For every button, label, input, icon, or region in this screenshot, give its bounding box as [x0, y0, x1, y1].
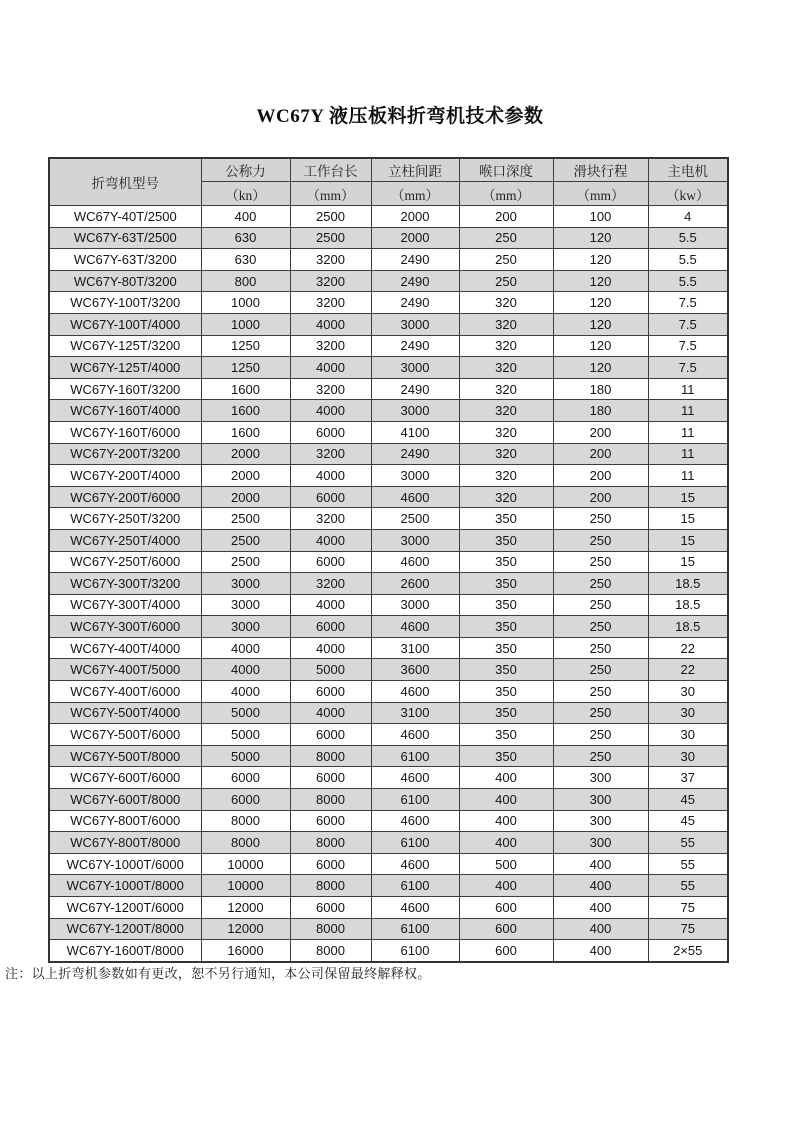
value-cell: 350 — [459, 551, 553, 573]
table-row — [49, 313, 728, 335]
value-cell: 55 — [648, 853, 728, 875]
value-cell: 320 — [459, 486, 553, 508]
value-cell: 120 — [553, 292, 648, 314]
value-cell: 250 — [553, 616, 648, 638]
value-cell: 250 — [553, 594, 648, 616]
value-cell: 8000 — [290, 875, 371, 897]
value-cell: 320 — [459, 400, 553, 422]
model-cell: WC67Y-500T/4000 — [49, 702, 201, 724]
value-cell: 4000 — [290, 594, 371, 616]
value-cell: 3000 — [371, 465, 459, 487]
value-cell: 4600 — [371, 681, 459, 703]
value-cell: 6000 — [290, 681, 371, 703]
value-cell: 4000 — [290, 702, 371, 724]
table-row — [49, 594, 728, 616]
value-cell: 6000 — [290, 724, 371, 746]
value-cell: 2490 — [371, 378, 459, 400]
value-cell: 350 — [459, 573, 553, 595]
value-cell: 11 — [648, 443, 728, 465]
value-cell: 2490 — [371, 270, 459, 292]
model-cell: WC67Y-500T/6000 — [49, 724, 201, 746]
value-cell: 22 — [648, 659, 728, 681]
value-cell: 2500 — [290, 206, 371, 228]
value-cell: 630 — [201, 249, 290, 271]
value-cell: 11 — [648, 400, 728, 422]
value-cell: 2490 — [371, 335, 459, 357]
value-cell: 6000 — [201, 789, 290, 811]
model-cell: WC67Y-300T/4000 — [49, 594, 201, 616]
table-row — [49, 206, 728, 228]
value-cell: 11 — [648, 378, 728, 400]
model-cell: WC67Y-80T/3200 — [49, 270, 201, 292]
value-cell: 320 — [459, 292, 553, 314]
value-cell: 320 — [459, 465, 553, 487]
value-cell: 250 — [553, 702, 648, 724]
table-row — [49, 551, 728, 573]
value-cell: 3200 — [290, 573, 371, 595]
value-cell: 320 — [459, 335, 553, 357]
value-cell: 120 — [553, 227, 648, 249]
value-cell: 4000 — [290, 529, 371, 551]
value-cell: 120 — [553, 357, 648, 379]
value-cell: 12000 — [201, 918, 290, 940]
value-cell: 300 — [553, 832, 648, 854]
model-cell: WC67Y-800T/8000 — [49, 832, 201, 854]
model-cell: WC67Y-125T/4000 — [49, 357, 201, 379]
value-cell: 18.5 — [648, 573, 728, 595]
value-cell: 3200 — [290, 270, 371, 292]
value-cell: 350 — [459, 681, 553, 703]
model-cell: WC67Y-100T/3200 — [49, 292, 201, 314]
value-cell: 4000 — [290, 313, 371, 335]
value-cell: 600 — [459, 940, 553, 962]
table-row — [49, 421, 728, 443]
value-cell: 350 — [459, 745, 553, 767]
value-cell: 11 — [648, 421, 728, 443]
value-cell: 4000 — [290, 357, 371, 379]
table-row — [49, 789, 728, 811]
unit-nominal-force: （kn） — [201, 182, 290, 206]
model-cell: WC67Y-160T/6000 — [49, 421, 201, 443]
value-cell: 3000 — [371, 313, 459, 335]
value-cell: 120 — [553, 270, 648, 292]
unit-column-distance: （mm） — [371, 182, 459, 206]
table-row — [49, 832, 728, 854]
model-cell: WC67Y-600T/6000 — [49, 767, 201, 789]
value-cell: 320 — [459, 313, 553, 335]
value-cell: 250 — [553, 659, 648, 681]
value-cell: 4000 — [201, 637, 290, 659]
value-cell: 3200 — [290, 335, 371, 357]
model-cell: WC67Y-400T/6000 — [49, 681, 201, 703]
value-cell: 600 — [459, 918, 553, 940]
value-cell: 30 — [648, 702, 728, 724]
value-cell: 3200 — [290, 443, 371, 465]
unit-ram-stroke: （mm） — [553, 182, 648, 206]
value-cell: 11 — [648, 465, 728, 487]
value-cell: 250 — [553, 573, 648, 595]
value-cell: 4600 — [371, 853, 459, 875]
model-cell: WC67Y-250T/6000 — [49, 551, 201, 573]
value-cell: 7.5 — [648, 357, 728, 379]
value-cell: 250 — [553, 529, 648, 551]
value-cell: 100 — [553, 206, 648, 228]
value-cell: 2500 — [371, 508, 459, 530]
model-cell: WC67Y-300T/6000 — [49, 616, 201, 638]
value-cell: 200 — [553, 443, 648, 465]
header-throat-depth: 喉口深度 — [459, 158, 553, 182]
value-cell: 5000 — [201, 745, 290, 767]
header-model: 折弯机型号 — [49, 158, 201, 206]
value-cell: 6000 — [290, 767, 371, 789]
model-cell: WC67Y-200T/4000 — [49, 465, 201, 487]
value-cell: 4000 — [290, 465, 371, 487]
value-cell: 400 — [459, 767, 553, 789]
value-cell: 6000 — [201, 767, 290, 789]
value-cell: 3200 — [290, 378, 371, 400]
model-cell: WC67Y-63T/3200 — [49, 249, 201, 271]
value-cell: 1000 — [201, 313, 290, 335]
value-cell: 400 — [553, 853, 648, 875]
value-cell: 6100 — [371, 940, 459, 962]
value-cell: 2×55 — [648, 940, 728, 962]
unit-main-motor: （kw） — [648, 182, 728, 206]
value-cell: 3000 — [201, 616, 290, 638]
value-cell: 400 — [553, 918, 648, 940]
table-row — [49, 875, 728, 897]
table-row — [49, 897, 728, 919]
value-cell: 4600 — [371, 897, 459, 919]
value-cell: 4000 — [290, 637, 371, 659]
table-row — [49, 659, 728, 681]
unit-worktable-length: （mm） — [290, 182, 371, 206]
value-cell: 1600 — [201, 378, 290, 400]
value-cell: 500 — [459, 853, 553, 875]
value-cell: 5000 — [290, 659, 371, 681]
table-row — [49, 292, 728, 314]
value-cell: 30 — [648, 745, 728, 767]
value-cell: 4600 — [371, 486, 459, 508]
model-cell: WC67Y-400T/4000 — [49, 637, 201, 659]
value-cell: 10000 — [201, 853, 290, 875]
value-cell: 2500 — [201, 508, 290, 530]
table-row — [49, 918, 728, 940]
value-cell: 630 — [201, 227, 290, 249]
value-cell: 1250 — [201, 357, 290, 379]
value-cell: 22 — [648, 637, 728, 659]
value-cell: 250 — [553, 681, 648, 703]
value-cell: 15 — [648, 529, 728, 551]
value-cell: 3200 — [290, 508, 371, 530]
header-worktable-length: 工作台长 — [290, 158, 371, 182]
value-cell: 3000 — [371, 400, 459, 422]
value-cell: 250 — [553, 745, 648, 767]
value-cell: 5.5 — [648, 249, 728, 271]
value-cell: 200 — [553, 486, 648, 508]
value-cell: 400 — [553, 875, 648, 897]
value-cell: 300 — [553, 789, 648, 811]
value-cell: 400 — [459, 875, 553, 897]
value-cell: 300 — [553, 810, 648, 832]
model-cell: WC67Y-250T/3200 — [49, 508, 201, 530]
value-cell: 4000 — [201, 659, 290, 681]
value-cell: 6100 — [371, 918, 459, 940]
value-cell: 350 — [459, 724, 553, 746]
value-cell: 350 — [459, 659, 553, 681]
header-column-distance: 立柱间距 — [371, 158, 459, 182]
value-cell: 6000 — [290, 897, 371, 919]
value-cell: 8000 — [290, 745, 371, 767]
value-cell: 12000 — [201, 897, 290, 919]
page-title: WC67Y 液压板料折弯机技术参数 — [256, 106, 544, 127]
value-cell: 350 — [459, 702, 553, 724]
value-cell: 400 — [459, 810, 553, 832]
value-cell: 180 — [553, 400, 648, 422]
value-cell: 4600 — [371, 724, 459, 746]
spec-table — [48, 157, 729, 963]
value-cell: 45 — [648, 789, 728, 811]
value-cell: 75 — [648, 897, 728, 919]
table-row — [49, 702, 728, 724]
value-cell: 350 — [459, 594, 553, 616]
value-cell: 3100 — [371, 702, 459, 724]
value-cell: 4 — [648, 206, 728, 228]
value-cell: 3600 — [371, 659, 459, 681]
value-cell: 400 — [553, 940, 648, 962]
value-cell: 6100 — [371, 789, 459, 811]
value-cell: 2500 — [201, 529, 290, 551]
value-cell: 6100 — [371, 832, 459, 854]
value-cell: 5000 — [201, 702, 290, 724]
table-row — [49, 724, 728, 746]
value-cell: 3000 — [371, 357, 459, 379]
value-cell: 6000 — [290, 551, 371, 573]
value-cell: 6100 — [371, 745, 459, 767]
value-cell: 320 — [459, 443, 553, 465]
model-cell: WC67Y-100T/4000 — [49, 313, 201, 335]
value-cell: 30 — [648, 681, 728, 703]
value-cell: 3200 — [290, 249, 371, 271]
value-cell: 5.5 — [648, 270, 728, 292]
model-cell: WC67Y-1600T/8000 — [49, 940, 201, 962]
table-row — [49, 767, 728, 789]
value-cell: 15 — [648, 486, 728, 508]
value-cell: 600 — [459, 897, 553, 919]
value-cell: 120 — [553, 313, 648, 335]
value-cell: 15 — [648, 508, 728, 530]
value-cell: 6000 — [290, 810, 371, 832]
value-cell: 320 — [459, 378, 553, 400]
value-cell: 250 — [553, 724, 648, 746]
value-cell: 250 — [459, 249, 553, 271]
value-cell: 1250 — [201, 335, 290, 357]
value-cell: 4600 — [371, 616, 459, 638]
footnote: 注：以上折弯机参数如有更改，恕不另行通知，本公司保留最终解释权。 — [5, 966, 431, 981]
table-row — [49, 508, 728, 530]
value-cell: 15 — [648, 551, 728, 573]
table-row — [49, 465, 728, 487]
value-cell: 8000 — [290, 789, 371, 811]
value-cell: 5.5 — [648, 227, 728, 249]
value-cell: 7.5 — [648, 292, 728, 314]
model-cell: WC67Y-1200T/6000 — [49, 897, 201, 919]
table-row — [49, 616, 728, 638]
value-cell: 3200 — [290, 292, 371, 314]
value-cell: 6000 — [290, 421, 371, 443]
value-cell: 2000 — [201, 443, 290, 465]
value-cell: 180 — [553, 378, 648, 400]
value-cell: 2500 — [201, 551, 290, 573]
value-cell: 350 — [459, 529, 553, 551]
value-cell: 8000 — [201, 810, 290, 832]
value-cell: 2490 — [371, 443, 459, 465]
model-cell: WC67Y-500T/8000 — [49, 745, 201, 767]
table-row — [49, 573, 728, 595]
value-cell: 3100 — [371, 637, 459, 659]
value-cell: 250 — [553, 637, 648, 659]
table-row — [49, 745, 728, 767]
value-cell: 37 — [648, 767, 728, 789]
value-cell: 3000 — [201, 573, 290, 595]
table-row — [49, 853, 728, 875]
value-cell: 200 — [553, 421, 648, 443]
table-row — [49, 810, 728, 832]
value-cell: 320 — [459, 421, 553, 443]
value-cell: 2490 — [371, 249, 459, 271]
value-cell: 250 — [553, 508, 648, 530]
table-row — [49, 443, 728, 465]
table-row — [49, 357, 728, 379]
table-header — [49, 158, 728, 206]
model-cell: WC67Y-250T/4000 — [49, 529, 201, 551]
value-cell: 2600 — [371, 573, 459, 595]
value-cell: 30 — [648, 724, 728, 746]
value-cell: 350 — [459, 637, 553, 659]
value-cell: 320 — [459, 357, 553, 379]
table-row — [49, 637, 728, 659]
value-cell: 400 — [459, 789, 553, 811]
model-cell: WC67Y-160T/3200 — [49, 378, 201, 400]
table-row — [49, 249, 728, 271]
value-cell: 16000 — [201, 940, 290, 962]
value-cell: 3000 — [371, 594, 459, 616]
value-cell: 2500 — [290, 227, 371, 249]
value-cell: 250 — [553, 551, 648, 573]
table-row — [49, 486, 728, 508]
value-cell: 200 — [459, 206, 553, 228]
model-cell: WC67Y-200T/3200 — [49, 443, 201, 465]
table-row — [49, 227, 728, 249]
header-row-labels — [49, 158, 728, 182]
value-cell: 800 — [201, 270, 290, 292]
model-cell: WC67Y-63T/2500 — [49, 227, 201, 249]
table-row — [49, 335, 728, 357]
model-cell: WC67Y-300T/3200 — [49, 573, 201, 595]
value-cell: 8000 — [290, 832, 371, 854]
value-cell: 4000 — [290, 400, 371, 422]
table-row — [49, 681, 728, 703]
value-cell: 7.5 — [648, 335, 728, 357]
value-cell: 300 — [553, 767, 648, 789]
value-cell: 4100 — [371, 421, 459, 443]
value-cell: 4000 — [201, 681, 290, 703]
value-cell: 400 — [553, 897, 648, 919]
value-cell: 45 — [648, 810, 728, 832]
value-cell: 6000 — [290, 486, 371, 508]
value-cell: 55 — [648, 832, 728, 854]
table-body — [49, 206, 728, 962]
value-cell: 55 — [648, 875, 728, 897]
model-cell: WC67Y-1200T/8000 — [49, 918, 201, 940]
value-cell: 2000 — [371, 227, 459, 249]
value-cell: 8000 — [201, 832, 290, 854]
value-cell: 400 — [459, 832, 553, 854]
table-row — [49, 270, 728, 292]
value-cell: 3000 — [201, 594, 290, 616]
unit-throat-depth: （mm） — [459, 182, 553, 206]
value-cell: 1600 — [201, 421, 290, 443]
value-cell: 8000 — [290, 918, 371, 940]
value-cell: 4600 — [371, 810, 459, 832]
value-cell: 250 — [459, 270, 553, 292]
value-cell: 18.5 — [648, 594, 728, 616]
value-cell: 10000 — [201, 875, 290, 897]
model-cell: WC67Y-600T/8000 — [49, 789, 201, 811]
header-ram-stroke: 滑块行程 — [553, 158, 648, 182]
table-row — [49, 529, 728, 551]
value-cell: 2000 — [201, 486, 290, 508]
value-cell: 250 — [459, 227, 553, 249]
value-cell: 350 — [459, 508, 553, 530]
value-cell: 18.5 — [648, 616, 728, 638]
table-row — [49, 940, 728, 962]
header-main-motor: 主电机 — [648, 158, 728, 182]
model-cell: WC67Y-1000T/8000 — [49, 875, 201, 897]
model-cell: WC67Y-125T/3200 — [49, 335, 201, 357]
value-cell: 7.5 — [648, 313, 728, 335]
model-cell: WC67Y-160T/4000 — [49, 400, 201, 422]
value-cell: 400 — [201, 206, 290, 228]
table-row — [49, 378, 728, 400]
value-cell: 350 — [459, 616, 553, 638]
table-row — [49, 400, 728, 422]
value-cell: 120 — [553, 249, 648, 271]
header-nominal-force: 公称力 — [201, 158, 290, 182]
value-cell: 2000 — [201, 465, 290, 487]
value-cell: 1600 — [201, 400, 290, 422]
value-cell: 5000 — [201, 724, 290, 746]
model-cell: WC67Y-800T/6000 — [49, 810, 201, 832]
model-cell: WC67Y-400T/5000 — [49, 659, 201, 681]
value-cell: 8000 — [290, 940, 371, 962]
value-cell: 4600 — [371, 767, 459, 789]
value-cell: 4600 — [371, 551, 459, 573]
value-cell: 2490 — [371, 292, 459, 314]
value-cell: 6000 — [290, 853, 371, 875]
model-cell: WC67Y-1000T/6000 — [49, 853, 201, 875]
model-cell: WC67Y-200T/6000 — [49, 486, 201, 508]
value-cell: 6000 — [290, 616, 371, 638]
value-cell: 200 — [553, 465, 648, 487]
value-cell: 75 — [648, 918, 728, 940]
value-cell: 2000 — [371, 206, 459, 228]
model-cell: WC67Y-40T/2500 — [49, 206, 201, 228]
value-cell: 3000 — [371, 529, 459, 551]
value-cell: 120 — [553, 335, 648, 357]
value-cell: 6100 — [371, 875, 459, 897]
value-cell: 1000 — [201, 292, 290, 314]
